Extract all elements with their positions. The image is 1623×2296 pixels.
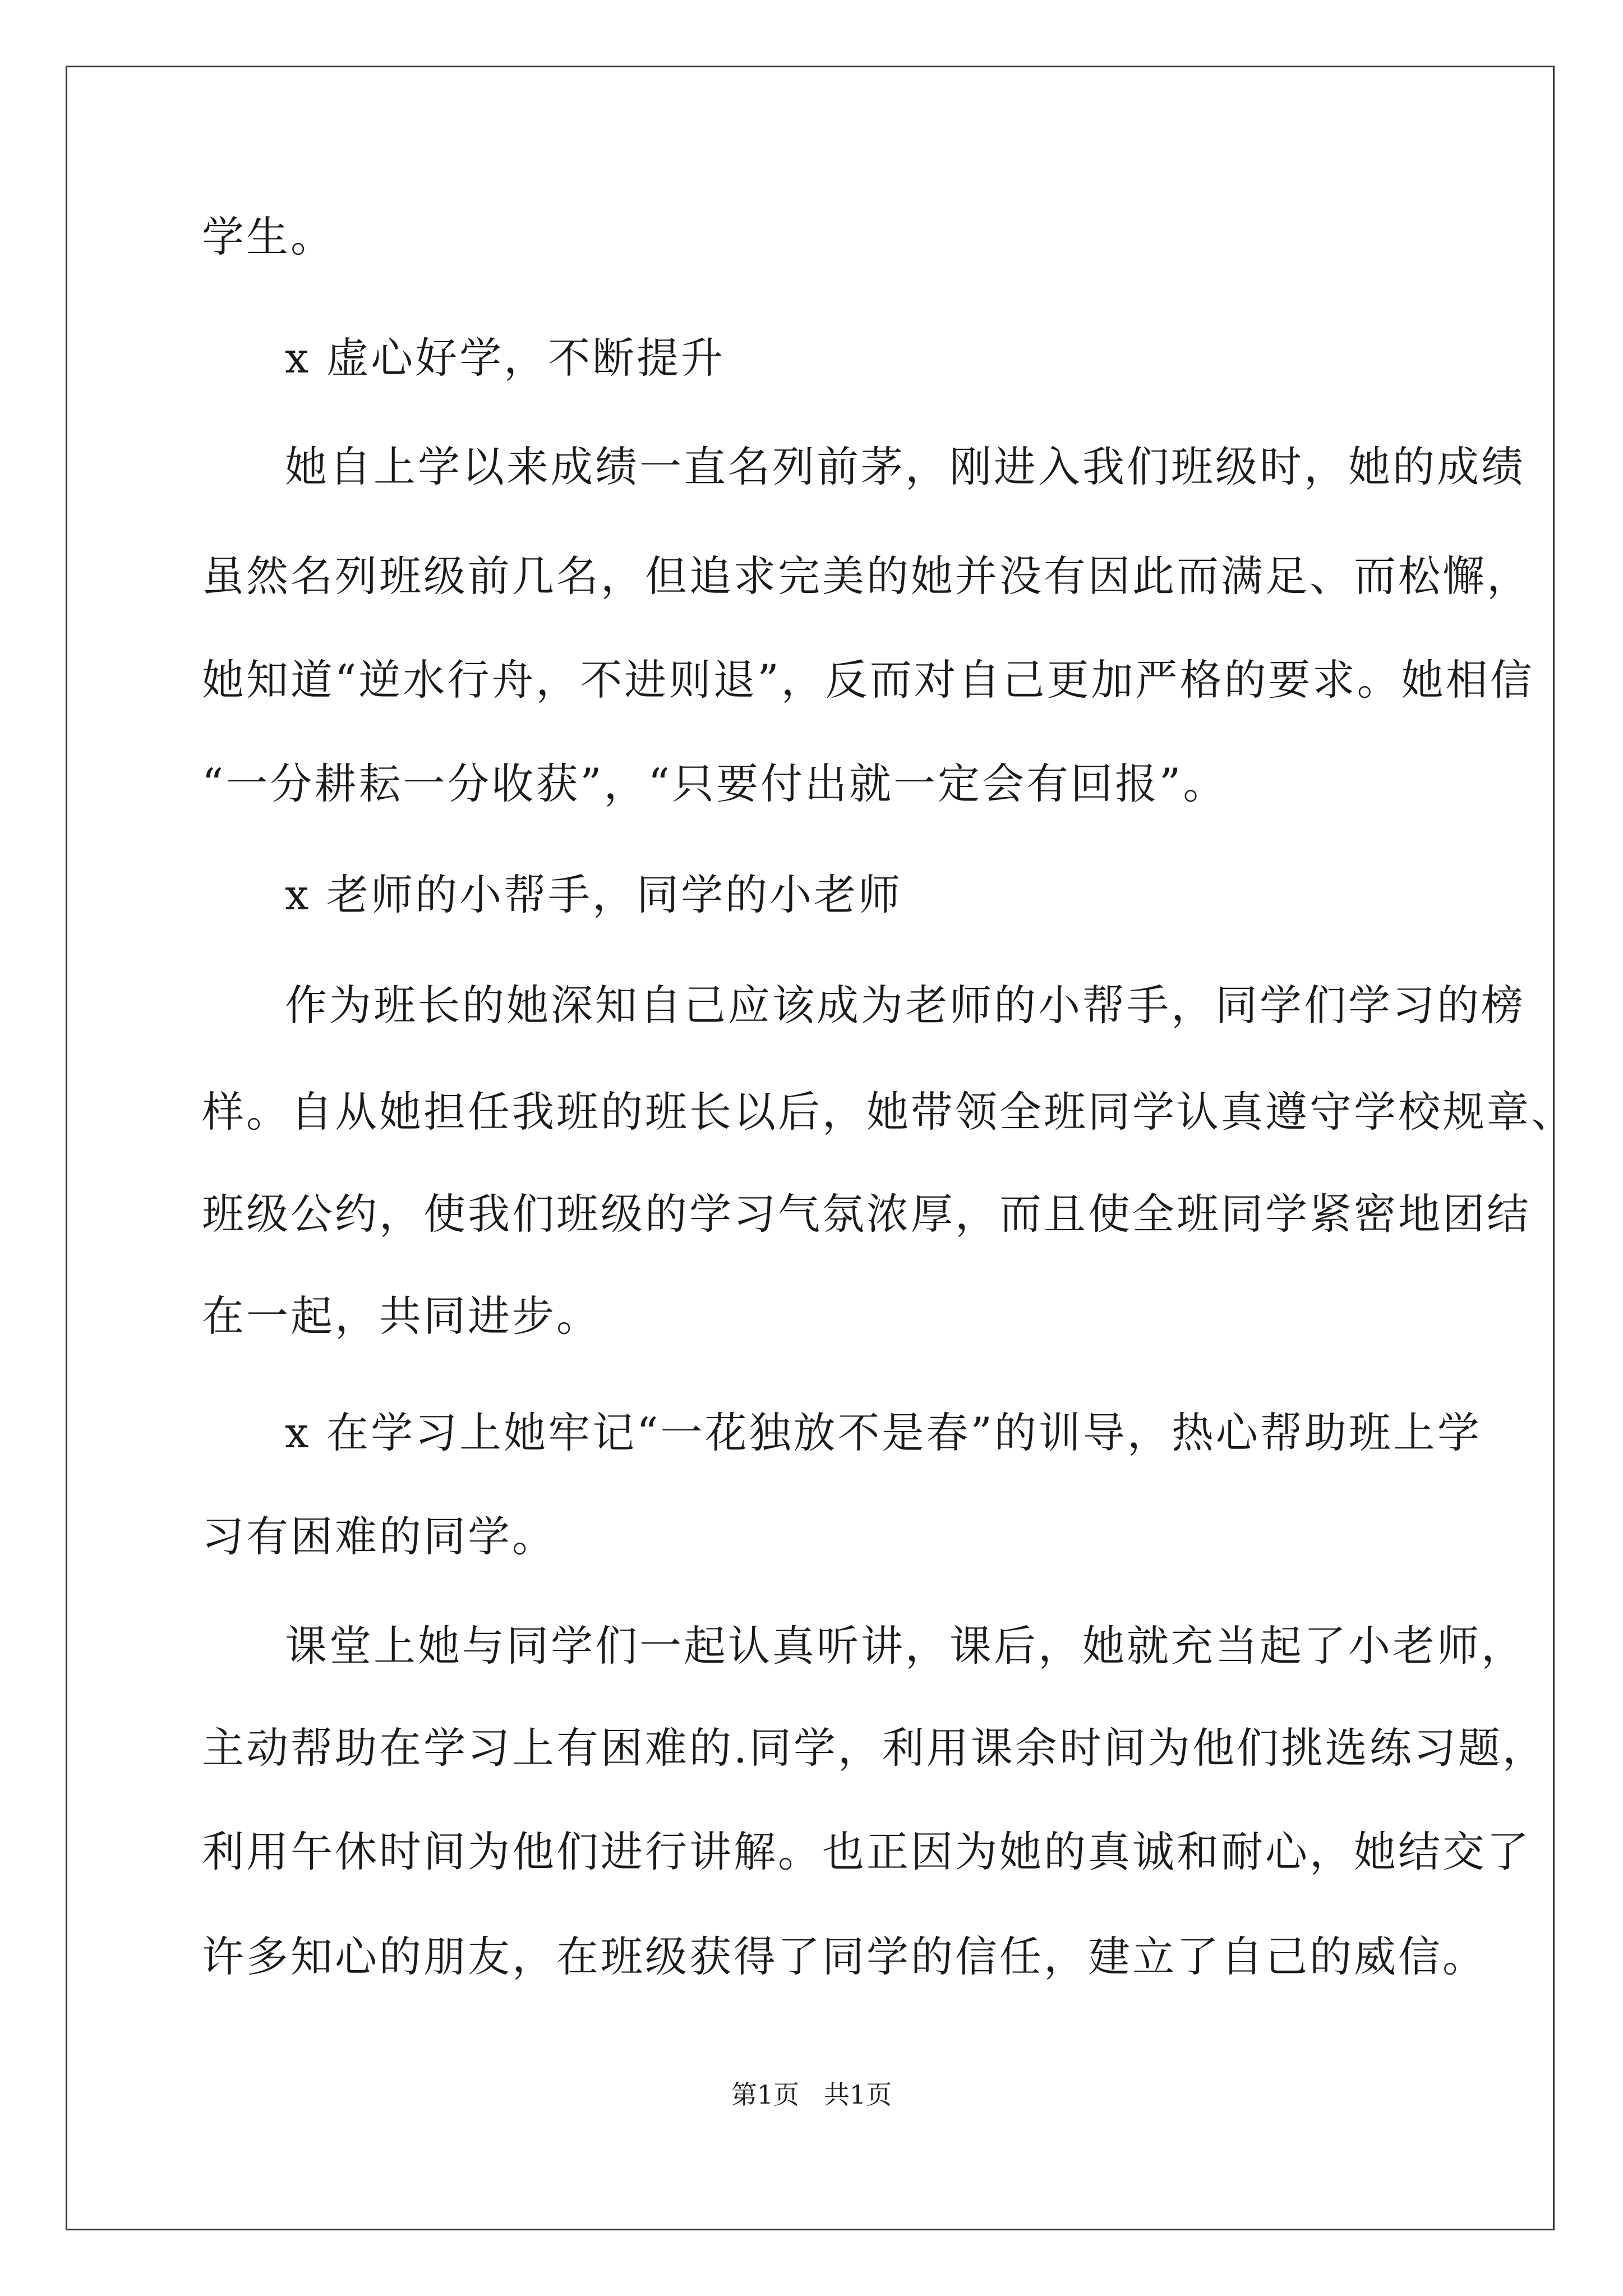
section-heading: x 虚心好学，不断提升 [285,333,726,383]
text-line: 学生。 [202,212,335,261]
text-line: 利用午休时间为他们进行讲解。也正因为她的真诚和耐心，她结交了 [202,1827,1532,1876]
section-heading: x 老师的小帮手，同学的小老师 [285,870,903,919]
page-border [66,66,1555,2230]
text-line: 在一起，共同进步。 [202,1291,601,1341]
text-line: 许多知心的朋友，在班级获得了同学的信任，建立了自己的威信。 [202,1932,1487,1981]
text-line: 她知道“逆水行舟，不进则退”，反而对自己更加严格的要求。她相信 [202,655,1534,705]
text-line: 作为班长的她深知自己应该成为老师的小帮手，同学们学习的榜 [285,981,1526,1030]
text-line: 习有困难的同学。 [202,1512,557,1561]
text-line: 主动帮助在学习上有困难的.同学，利用课余时间为他们挑选练习题， [202,1723,1547,1773]
text-line: 班级公约，使我们班级的学习气氛浓厚，而且使全班同学紧密地团结 [202,1189,1532,1239]
section-heading: x 在学习上她牢记“一花独放不是春”的训导，热心帮助班上学 [285,1408,1482,1457]
page-number-footer: 第1页 共1页 [731,2079,892,2110]
text-line: 样。自从她担任我班的班长以后，她带领全班同学认真遵守学校规章、 [202,1087,1576,1137]
text-line: 课堂上她与同学们一起认真听讲，课后，她就充当起了小老师， [285,1621,1526,1671]
text-line: 虽然名列班级前几名，但追求完美的她并没有因此而满足、而松懈， [202,551,1532,601]
text-line: “一分耕耘一分收获”，“只要付出就一定会有回报”。 [202,759,1228,808]
text-line: 她自上学以来成绩一直名列前茅，刚进入我们班级时，她的成绩 [285,442,1526,491]
